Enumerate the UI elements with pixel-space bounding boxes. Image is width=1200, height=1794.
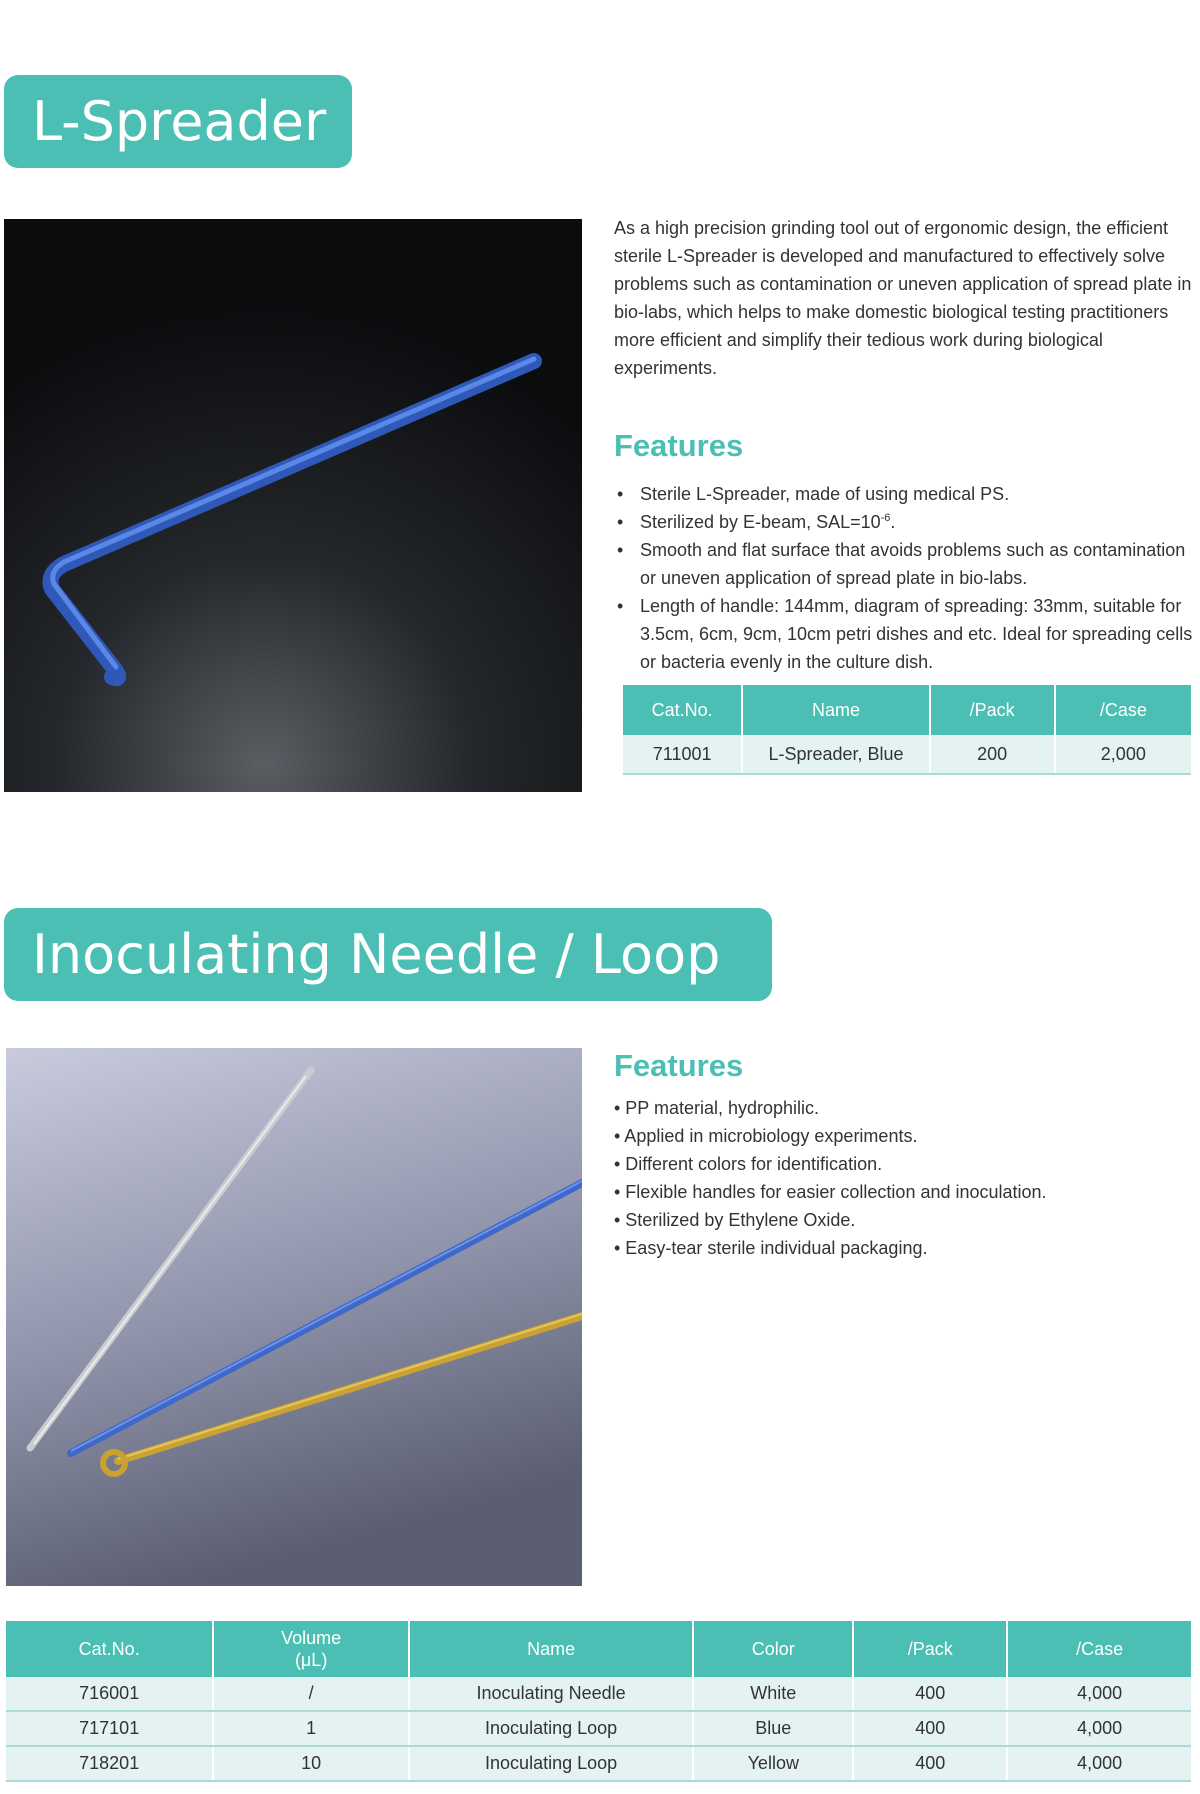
l-spreader-product-table [623,685,1191,775]
column-header-name: Name [742,685,929,735]
cell-pack: 400 [853,1746,1007,1781]
table-row [6,1677,1191,1711]
table-row [6,1711,1191,1746]
table-header-row [6,1621,1191,1677]
features-heading: Features [614,1048,744,1083]
column-header-pack: /Pack [930,685,1055,735]
cell-cat-no: 716001 [6,1677,213,1711]
column-header-pack: /Pack [853,1621,1007,1677]
table-row [623,735,1191,774]
cell-case: 4,000 [1007,1677,1191,1711]
cell-name: Inoculating Needle [409,1677,693,1711]
cell-cat-no: 717101 [6,1711,213,1746]
column-header-cat-no: Cat.No. [623,685,742,735]
feature-item: • Smooth and flat surface that avoids problems such as contamination or uneven application of spread plate in bio-labs. [614,536,1200,592]
column-header-case: /Case [1007,1621,1191,1677]
table-header-row [623,685,1191,735]
volume-header-line1: Volume [281,1628,342,1648]
inoculating-features-list [614,1094,1200,1262]
cell-color: White [693,1677,853,1711]
cell-name: L-Spreader, Blue [742,735,929,774]
feature-item: • Easy-tear sterile individual packaging. [614,1238,928,1258]
feature-item: • PP material, hydrophilic. [614,1098,820,1118]
section-title-inoculating [4,908,772,1001]
cell-cat-no: 718201 [6,1746,213,1781]
feature-item [614,508,1200,536]
feature-item: • Sterile L-Spreader, made of using medical PS. [614,480,1200,508]
table-row [6,1746,1191,1781]
inoculating-loop-photo [6,1048,582,1586]
column-header-cat-no: Cat.No. [6,1621,213,1677]
column-header-name: Name [409,1621,693,1677]
feature-item: • Applied in microbiology experiments. [614,1126,918,1146]
section-title-text: L-Spreader [32,90,327,153]
features-heading: Features [614,428,744,463]
feature-item: • Flexible handles for easier collection and inoculation. [614,1182,1047,1202]
feature-item: • Different colors for identification. [614,1154,883,1174]
feature-item: • Sterilized by Ethylene Oxide. [614,1210,856,1230]
cell-case: 2,000 [1055,735,1191,774]
cell-color: Blue [693,1711,853,1746]
cell-cat-no: 711001 [623,735,742,774]
l-spreader-description: As a high precision grinding tool out of ergonomic design, the efficient sterile L-Spreader is developed and manufactured to effectively solve problems such as contamination or uneven application of spread plate in bio-labs, which helps to make domestic biological testing practitioners more efficient and simplify their tedious work during biological experiments. [614,218,1192,378]
sal-exponent: -6 [880,512,891,524]
cell-volume: / [213,1677,409,1711]
cell-pack: 400 [853,1711,1007,1746]
section-title-text: Inoculating Needle / Loop [32,923,721,986]
inoculating-product-table [6,1621,1191,1782]
cell-name: Inoculating Loop [409,1711,693,1746]
feature-text-suffix: . [890,512,896,532]
l-spreader-photo [4,219,582,792]
feature-item: • Length of handle: 144mm, diagram of spreading: 33mm, suitable for 3.5cm, 6cm, 9cm, 10cm petri dishes and etc. Ideal for spreading cells or bacteria evenly in the culture dish. [614,592,1200,676]
cell-case: 4,000 [1007,1711,1191,1746]
cell-color: Yellow [693,1746,853,1781]
cell-pack: 400 [853,1677,1007,1711]
l-spreader-features-list [614,480,1200,676]
feature-text: Sterilized by E-beam, SAL=10 [640,512,881,532]
cell-case: 4,000 [1007,1746,1191,1781]
column-header-volume [213,1621,409,1677]
volume-header-line2: (μL) [294,1650,328,1670]
section-title-l-spreader [4,75,352,168]
cell-volume: 10 [213,1746,409,1781]
cell-volume: 1 [213,1711,409,1746]
column-header-case: /Case [1055,685,1191,735]
cell-name: Inoculating Loop [409,1746,693,1781]
column-header-color: Color [693,1621,853,1677]
cell-pack: 200 [930,735,1055,774]
